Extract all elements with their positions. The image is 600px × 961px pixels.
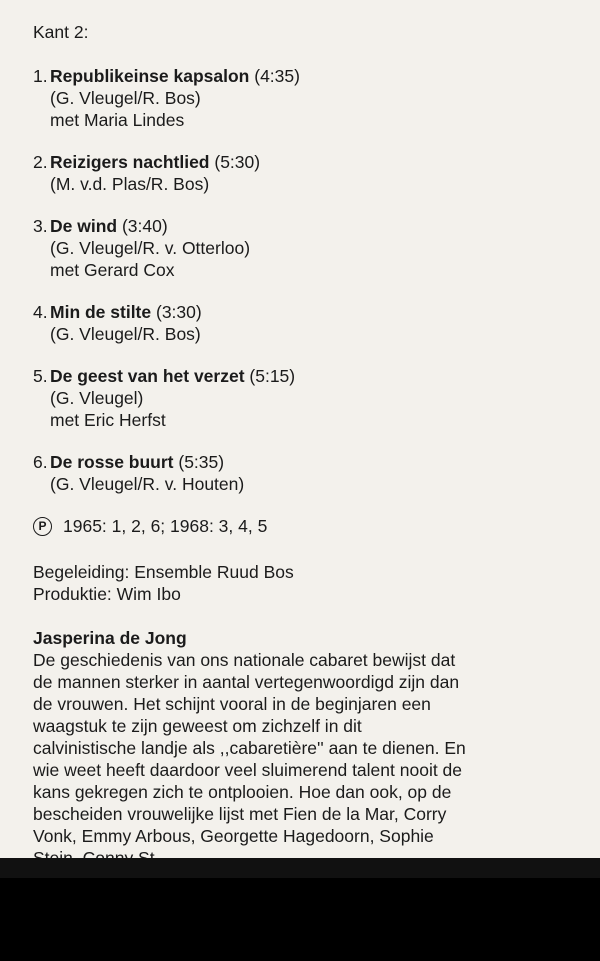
track-title: De wind [50, 216, 118, 236]
track-credits: (G. Vleugel/R. Bos) [50, 324, 201, 344]
track-item [33, 65, 578, 131]
article-line: kans gekregen zich te ontplooien. Hoe dan ook, op de [33, 782, 452, 802]
track-number: 1. [33, 66, 48, 86]
article-body [33, 649, 578, 869]
track-title-line [50, 301, 578, 323]
liner-notes-text [33, 21, 578, 869]
track-title: De rosse buurt [50, 452, 174, 472]
article-line: Vonk, Emmy Arbous, Georgette Hagedoorn, Sophie [33, 826, 434, 846]
article-line: calvinistische landje als ,,cabaretière'' aan te dienen. En [33, 738, 466, 758]
article [33, 627, 578, 869]
phonogram-line [33, 515, 578, 537]
track-item [33, 365, 578, 431]
track-title-line [50, 365, 578, 387]
track-credits: (G. Vleugel) [50, 388, 144, 408]
track-featuring: met Eric Herfst [50, 410, 166, 430]
phonogram-icon: P [33, 517, 52, 536]
article-title: Jasperina de Jong [33, 628, 187, 648]
accompaniment-credit: Begeleiding: Ensemble Ruud Bos [33, 562, 294, 582]
track-item [33, 151, 578, 195]
article-line: de mannen sterker in aantal vertegenwoordigd zijn dan [33, 672, 460, 692]
track-duration: (3:30) [156, 302, 202, 322]
track-number: 4. [33, 302, 48, 322]
track-title: Reizigers nachtlied [50, 152, 210, 172]
production-credit: Produktie: Wim Ibo [33, 584, 181, 604]
track-title-line [50, 65, 578, 87]
track-number: 2. [33, 152, 48, 172]
track-title-line [50, 215, 578, 237]
article-line: de vrouwen. Het schijnt vooral in de beginjaren een [33, 694, 431, 714]
scan-edge-band [0, 858, 600, 878]
track-duration: (5:15) [249, 366, 296, 386]
article-line: waagstuk te zijn geweest om zichzelf in dit [33, 716, 362, 736]
article-line: wie weet heeft daardoor veel sluimerend talent nooit de [33, 760, 463, 780]
track-number: 3. [33, 216, 48, 236]
track-item [33, 301, 578, 345]
track-credits: (G. Vleugel/R. v. Otterloo) [50, 238, 251, 258]
track-title: De geest van het verzet [50, 366, 245, 386]
track-item [33, 451, 578, 495]
track-duration: (3:40) [121, 216, 168, 236]
track-number: 5. [33, 366, 48, 386]
track-title-line [50, 451, 578, 473]
track-number: 6. [33, 452, 48, 472]
track-title: Min de stilte [50, 302, 152, 322]
track-duration: (5:35) [178, 452, 225, 472]
track-featuring: met Maria Lindes [50, 110, 185, 130]
article-line: bescheiden vrouwelijke lijst met Fien de la Mar, Corry [33, 804, 447, 824]
track-featuring: met Gerard Cox [50, 260, 175, 280]
phonogram-text: 1965: 1, 2, 6; 1968: 3, 4, 5 [63, 516, 268, 536]
track-list [33, 65, 578, 495]
track-title-line [50, 151, 578, 173]
track-credits: (M. v.d. Plas/R. Bos) [50, 174, 210, 194]
credits-block [33, 561, 578, 605]
track-credits: (G. Vleugel/R. v. Houten) [50, 474, 245, 494]
track-title: Republikeinse kapsalon [50, 66, 250, 86]
track-duration: (5:30) [214, 152, 261, 172]
side-heading: Kant 2: [33, 22, 89, 42]
track-duration: (4:35) [254, 66, 300, 86]
track-item [33, 215, 578, 281]
article-line: De geschiedenis van ons nationale cabaret bewijst dat [33, 650, 456, 670]
track-credits: (G. Vleugel/R. Bos) [50, 88, 201, 108]
